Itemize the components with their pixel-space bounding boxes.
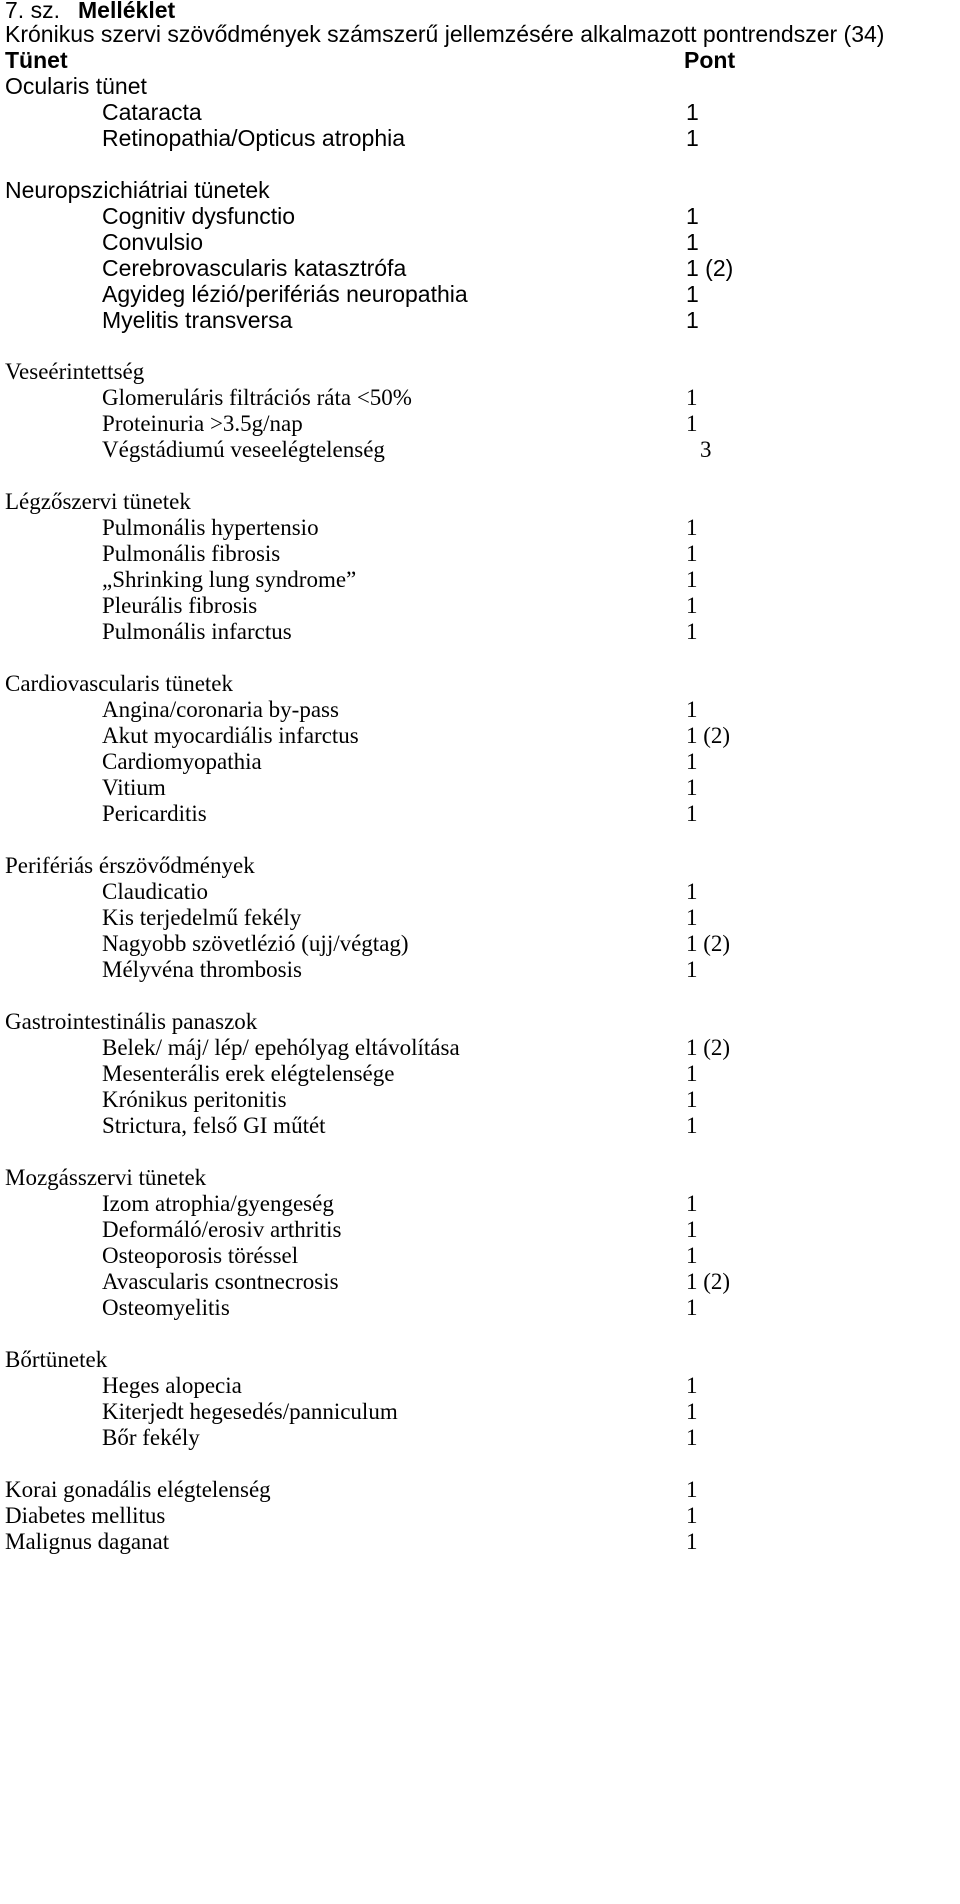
row-name: Vitium [102, 775, 166, 800]
row-point: 1 [686, 1243, 698, 1268]
row-point: 1 [686, 1087, 698, 1112]
row-name: Retinopathia/Opticus atrophia [102, 125, 406, 151]
row-point: 1 [686, 1217, 698, 1242]
section-title-text: Ocularis tünet [5, 73, 147, 99]
row-point: 1 [686, 619, 698, 644]
table-row [0, 1110, 960, 1142]
row-name: Kis terjedelmű fekély [102, 905, 302, 930]
row-name: Pleurális fibrosis [102, 593, 258, 618]
row-name: Agyideg lézió/perifériás neuropathia [102, 281, 468, 307]
table-row [0, 434, 960, 466]
column-header-point: Pont [684, 47, 736, 73]
row-point: 1 [686, 905, 698, 930]
table-row [0, 954, 960, 986]
row-point: 1 [686, 593, 698, 618]
row-point: 1 [686, 99, 699, 125]
row-point: 1 (2) [686, 1035, 731, 1060]
column-header-symptom: Tünet [5, 47, 68, 73]
row-point: 1 [686, 1191, 698, 1216]
row-point: 1 [686, 801, 698, 826]
section-title-text: Mozgásszervi tünetek [5, 1165, 207, 1190]
row-point: 3 [700, 437, 712, 462]
row-point: 1 [686, 307, 699, 333]
table-row [0, 616, 960, 648]
row-point: 1 (2) [686, 1269, 731, 1294]
section-title-text: Légzőszervi tünetek [5, 489, 191, 514]
row-point: 1 [686, 1477, 698, 1502]
row-name: Pulmonális fibrosis [102, 541, 281, 566]
row-point: 1 [686, 1425, 698, 1450]
table-row [0, 122, 960, 154]
row-point: 1 [686, 125, 699, 151]
row-point: 1 [686, 203, 699, 229]
row-name: Strictura, felső GI műtét [102, 1113, 326, 1138]
row-point: 1 [686, 1373, 698, 1398]
row-point: 1 [686, 957, 698, 982]
row-name: Glomeruláris filtrációs ráta <50% [102, 385, 412, 410]
row-name: Végstádiumú veseelégtelenség [102, 437, 385, 462]
row-name: Bőr fekély [102, 1425, 200, 1450]
row-name: Cognitiv dysfunctio [102, 203, 296, 229]
row-point: 1 [686, 1061, 698, 1086]
row-point: 1 (2) [686, 931, 731, 956]
row-name: Korai gonadális elégtelenség [5, 1477, 271, 1502]
table-row [0, 1422, 960, 1454]
row-name: Kiterjedt hegesedés/panniculum [102, 1399, 398, 1424]
row-point: 1 [686, 515, 698, 540]
row-name: Cerebrovascularis katasztrófa [102, 255, 407, 281]
row-point: 1 [686, 1503, 698, 1528]
row-point: 1 (2) [686, 255, 734, 281]
row-name: Krónikus peritonitis [102, 1087, 287, 1112]
section-title-text: Perifériás érszövődmények [5, 853, 255, 878]
row-name: Angina/coronaria by-pass [102, 697, 339, 722]
row-name: Osteomyelitis [102, 1295, 230, 1320]
row-name: Izom atrophia/gyengeség [102, 1191, 334, 1216]
row-name: Pulmonális hypertensio [102, 515, 319, 540]
row-point: 1 [686, 1529, 698, 1554]
row-point: 1 [686, 879, 698, 904]
row-point: 1 [686, 567, 698, 592]
row-name: Claudicatio [102, 879, 209, 904]
row-name: Myelitis transversa [102, 307, 293, 333]
row-name: Proteinuria >3.5g/nap [102, 411, 303, 436]
row-point: 1 [686, 281, 699, 307]
row-name: Avascularis csontnecrosis [102, 1269, 339, 1294]
table-row [0, 1526, 960, 1558]
section-title-text: Veseérintettség [5, 359, 145, 384]
section-title-text: Bőrtünetek [5, 1347, 108, 1372]
row-point: 1 [686, 411, 698, 436]
row-name: Pericarditis [102, 801, 207, 826]
table-row [0, 1292, 960, 1324]
row-name: Pulmonális infarctus [102, 619, 292, 644]
row-name: Nagyobb szövetlézió (ujj/végtag) [102, 931, 409, 956]
table-row [0, 304, 960, 336]
row-name: „Shrinking lung syndrome” [102, 567, 357, 592]
row-point: 1 (2) [686, 723, 731, 748]
annex-number: 7. sz. [5, 0, 60, 23]
row-point: 1 [686, 229, 699, 255]
section-title-text: Gastrointestinális panaszok [5, 1009, 258, 1034]
section-title-text: Neuropszichiátriai tünetek [5, 177, 270, 203]
section-title-text: Cardiovascularis tünetek [5, 671, 234, 696]
row-name: Mesenterális erek elégtelensége [102, 1061, 395, 1086]
row-point: 1 [686, 775, 698, 800]
row-point: 1 [686, 1295, 698, 1320]
row-name: Deformáló/erosiv arthritis [102, 1217, 342, 1242]
row-name: Mélyvéna thrombosis [102, 957, 302, 982]
row-name: Convulsio [102, 229, 203, 255]
row-name: Akut myocardiális infarctus [102, 723, 359, 748]
row-name: Malignus daganat [5, 1529, 170, 1554]
annex-label: Melléklet [78, 0, 176, 23]
row-point: 1 [686, 385, 698, 410]
caption-text: Krónikus szervi szövődmények számszerű jellemzésére alkalmazott pontrendszer (34) [5, 21, 885, 47]
row-point: 1 [686, 541, 698, 566]
row-name: Osteoporosis töréssel [102, 1243, 299, 1268]
row-name: Diabetes mellitus [5, 1503, 166, 1528]
row-point: 1 [686, 1399, 698, 1424]
table-row [0, 798, 960, 830]
row-name: Heges alopecia [102, 1373, 242, 1398]
row-name: Cardiomyopathia [102, 749, 262, 774]
row-point: 1 [686, 1113, 698, 1138]
row-name: Belek/ máj/ lép/ epehólyag eltávolítása [102, 1035, 460, 1060]
row-name: Cataracta [102, 99, 202, 125]
row-point: 1 [686, 697, 698, 722]
row-point: 1 [686, 749, 698, 774]
